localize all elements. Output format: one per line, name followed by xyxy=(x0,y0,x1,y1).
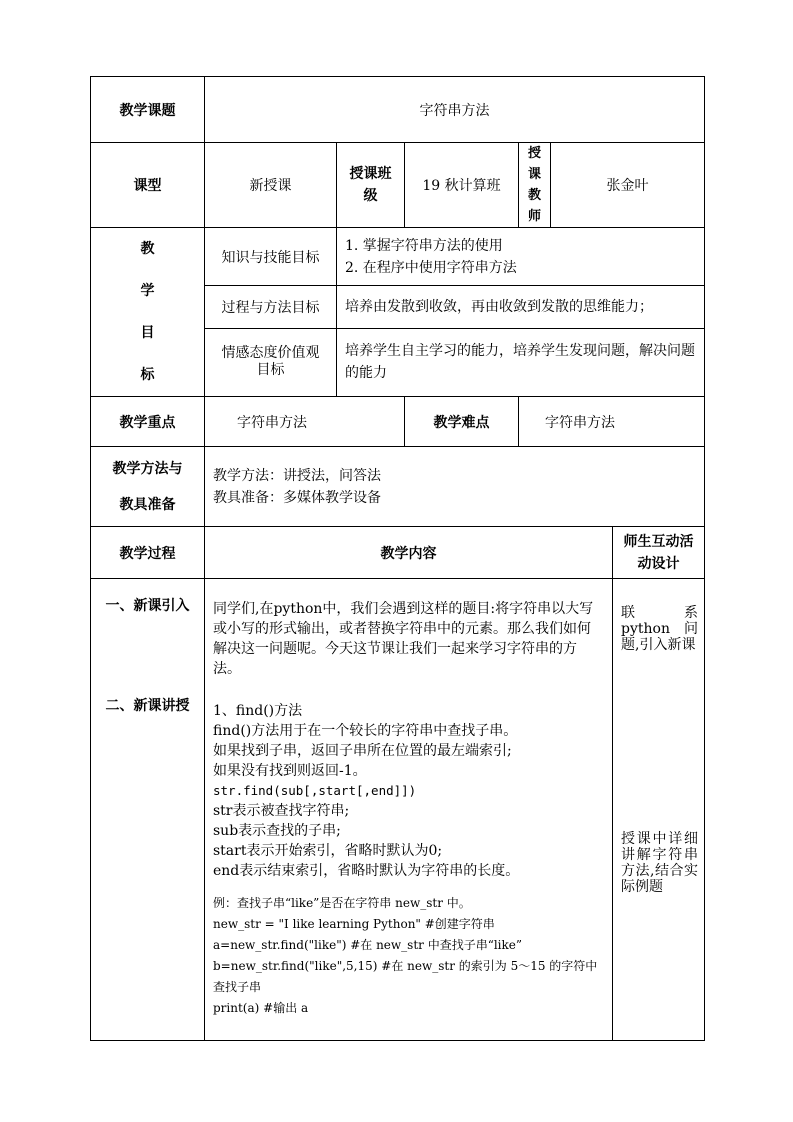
interaction-notes xyxy=(613,579,705,1041)
content-line: 1、find()方法 xyxy=(213,703,303,719)
interaction-header: 师生互动活动设计 xyxy=(613,527,705,579)
interaction-note-teaching: 授课中详细讲解字符串方法,结合实际例题 xyxy=(621,831,699,895)
process-steps xyxy=(91,579,205,1041)
teaching-focus-value: 字符串方法 xyxy=(205,397,405,447)
content-line: end表示结束索引，省略时默认为字符串的长度。 xyxy=(213,863,520,879)
content-line: sub表示查找的子串; xyxy=(213,823,341,839)
example-line: a=new_str.find("like") #在 new_str 中查找子串“like” xyxy=(213,938,523,952)
content-line: 如果没有找到则返回-1。 xyxy=(213,763,367,779)
example-line: b=new_str.find("like",5,15) #在 new_str 的索引为 5～15 的字符中查找子串 xyxy=(213,959,598,994)
teaching-difficulty-label: 教学难点 xyxy=(405,397,519,447)
intro-paragraph: 同学们,在python中，我们会遇到这样的题目:将字符串以大写或小写的形式输出，或者替换字符串中的元素。那么我们如何解决这一问题呢。今天这节课让我们一起来学习字符串的方法。 xyxy=(213,601,594,677)
course-topic-value: 字符串方法 xyxy=(205,77,705,143)
content-line: find()方法用于在一个较长的字符串中查找子串。 xyxy=(213,723,518,739)
content-line: 如果找到子串，返回子串所在位置的最左端索引; xyxy=(213,743,512,759)
course-topic-label: 教学课题 xyxy=(91,77,205,143)
content-line: str.find(sub[,start[,end]]) xyxy=(213,783,417,798)
attitude-goal-content: 培养学生自主学习的能力，培养学生发现问题，解决问题的能力 xyxy=(337,328,705,396)
teacher-label: 授 课 教 师 xyxy=(519,143,551,228)
example-line: new_str = "I like learning Python" #创建字符串 xyxy=(213,917,495,931)
teacher-value: 张金叶 xyxy=(551,143,705,228)
teaching-focus-label: 教学重点 xyxy=(91,397,205,447)
process-goal-content: 培养由发散到收敛，再由收敛到发散的思维能力； xyxy=(337,286,705,328)
content-line: start表示开始索引，省略时默认为0; xyxy=(213,843,443,859)
example-line: 例：查找子串“like”是否在字符串 new_str 中。 xyxy=(213,896,471,910)
attitude-goal-label: 情感态度价值观目标 xyxy=(205,328,337,396)
lesson-content xyxy=(205,579,613,1041)
step-teaching-label: 二、新课讲授 xyxy=(105,698,190,714)
process-header: 教学过程 xyxy=(91,527,205,579)
content-header: 教学内容 xyxy=(205,527,613,579)
example-line: print(a) #输出 a xyxy=(213,1001,309,1015)
knowledge-goal-content: 1. 掌握字符串方法的使用 2. 在程序中使用字符串方法 xyxy=(337,228,705,286)
methods-content: 教学方法：讲授法，问答法 教具准备：多媒体教学设备 xyxy=(205,447,705,527)
class-label: 授课班级 xyxy=(337,143,405,228)
lesson-type-value: 新授课 xyxy=(205,143,337,228)
lesson-plan-table xyxy=(90,76,705,1041)
objectives-label: 教 学 目 标 xyxy=(91,228,205,397)
class-value: 19 秋计算班 xyxy=(405,143,519,228)
content-line: str表示被查找字符串; xyxy=(213,803,350,819)
process-goal-label: 过程与方法目标 xyxy=(205,286,337,328)
methods-label: 教学方法与 教具准备 xyxy=(91,447,205,527)
teaching-difficulty-value: 字符串方法 xyxy=(519,397,705,447)
interaction-note-intro: 联系 python 问题,引入新课 xyxy=(621,605,699,653)
lesson-type-label: 课型 xyxy=(91,143,205,228)
knowledge-goal-label: 知识与技能目标 xyxy=(205,228,337,286)
step-intro-label: 一、新课引入 xyxy=(105,598,190,614)
